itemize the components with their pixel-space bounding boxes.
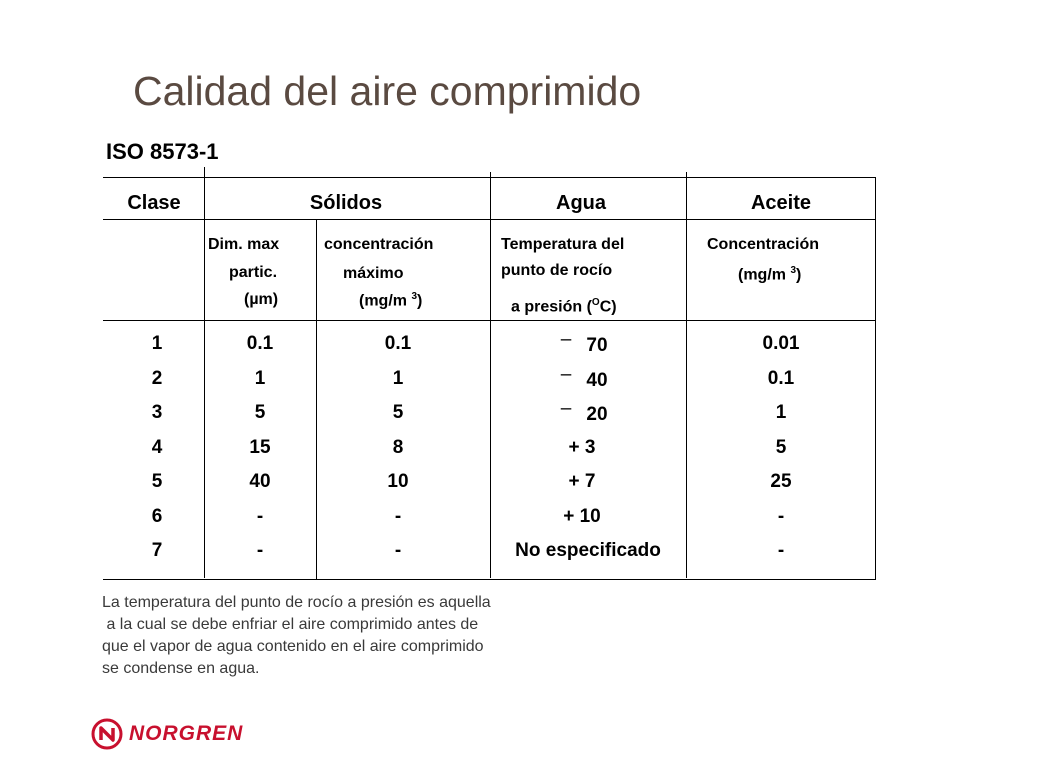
subheader-temp-line3: a presión ($^O$C): [511, 297, 617, 316]
cell-temp: + 10: [563, 505, 601, 527]
cell-dim: -: [256, 505, 264, 527]
column-divider-3: [490, 172, 491, 578]
footnote-line: se condense en agua.: [102, 660, 260, 677]
footnote-line: a la cual se debe enfriar el aire comprimido antes de: [102, 616, 479, 633]
cell-clase: 1: [151, 333, 163, 354]
cell-oil: 0.1: [767, 367, 795, 389]
subheader-conc-line1: concentración: [324, 236, 434, 253]
cell-dim: 1: [254, 367, 266, 389]
subheader-dim-unit: (µm): [244, 291, 279, 308]
subheader-conc-line2: máximo: [343, 265, 404, 282]
cell-oil: 25: [770, 471, 792, 492]
cell-temp: 70: [586, 335, 608, 356]
subheader-conc-unit: (mg/m $^3$): [359, 291, 423, 310]
cell-clase: 2: [151, 367, 163, 389]
cell-clase: 4: [151, 436, 163, 458]
cell-oil: -: [777, 540, 785, 561]
minus-sign: –: [560, 398, 572, 419]
footnote: [102, 592, 662, 680]
cell-oil: -: [777, 505, 785, 527]
cell-conc: 0.1: [384, 333, 412, 354]
cell-conc: 8: [392, 436, 404, 458]
column-divider-2: [316, 219, 317, 580]
cell-conc: 5: [392, 402, 404, 423]
cell-clase: 3: [151, 402, 163, 423]
cell-oil: 1: [775, 402, 787, 423]
cell-conc: 1: [392, 367, 404, 389]
cell-conc: -: [394, 505, 402, 527]
subheader-dim-line2: partic.: [229, 264, 278, 281]
cell-clase: 6: [151, 505, 163, 527]
cell-dim: 15: [249, 436, 271, 458]
norgren-logo-icon: [91, 718, 123, 750]
cell-oil: 0.01: [762, 333, 800, 354]
subheader-oil-unit: (mg/m $^3$): [738, 265, 802, 284]
standard-label: ISO 8573-1: [106, 139, 219, 164]
cell-temp: + 7: [568, 471, 596, 492]
cell-clase: 5: [151, 471, 163, 492]
cell-dim: 0.1: [246, 333, 274, 354]
footnote-line: La temperatura del punto de rocío a presión es aquella: [102, 594, 491, 611]
column-divider-1: [204, 167, 205, 578]
subheader-oil-line1: Concentración: [707, 236, 820, 253]
subheader-temp-line1: Temperatura del: [501, 236, 625, 253]
cell-clase: 7: [151, 540, 163, 561]
brand-name: NORGREN: [129, 722, 244, 745]
norgren-logo: [91, 718, 243, 750]
page-title: Calidad del aire comprimido: [133, 68, 642, 114]
cell-temp: 20: [586, 404, 608, 425]
header-aceite: Aceite: [750, 192, 812, 214]
header-agua: Agua: [556, 192, 606, 214]
cell-conc: -: [394, 540, 402, 561]
cell-dim: 40: [249, 471, 271, 492]
header-solidos: Sólidos: [309, 192, 383, 214]
subheader-dim-line1: Dim. max: [208, 236, 280, 253]
cell-temp: + 3: [568, 436, 596, 458]
footnote-line: que el vapor de agua contenido en el aire comprimido: [102, 638, 484, 655]
column-divider-4: [686, 172, 687, 578]
minus-sign: –: [560, 363, 572, 385]
minus-sign: –: [560, 329, 572, 350]
cell-oil: 5: [775, 436, 787, 458]
subheader-temp-line2: punto de rocío: [501, 262, 613, 279]
cell-dim: 5: [254, 402, 266, 423]
cell-dim: -: [256, 540, 264, 561]
cell-temp: No especificado: [515, 540, 661, 561]
header-clase: Clase: [127, 192, 181, 214]
cell-temp: 40: [586, 369, 608, 391]
cell-conc: 10: [387, 471, 409, 492]
